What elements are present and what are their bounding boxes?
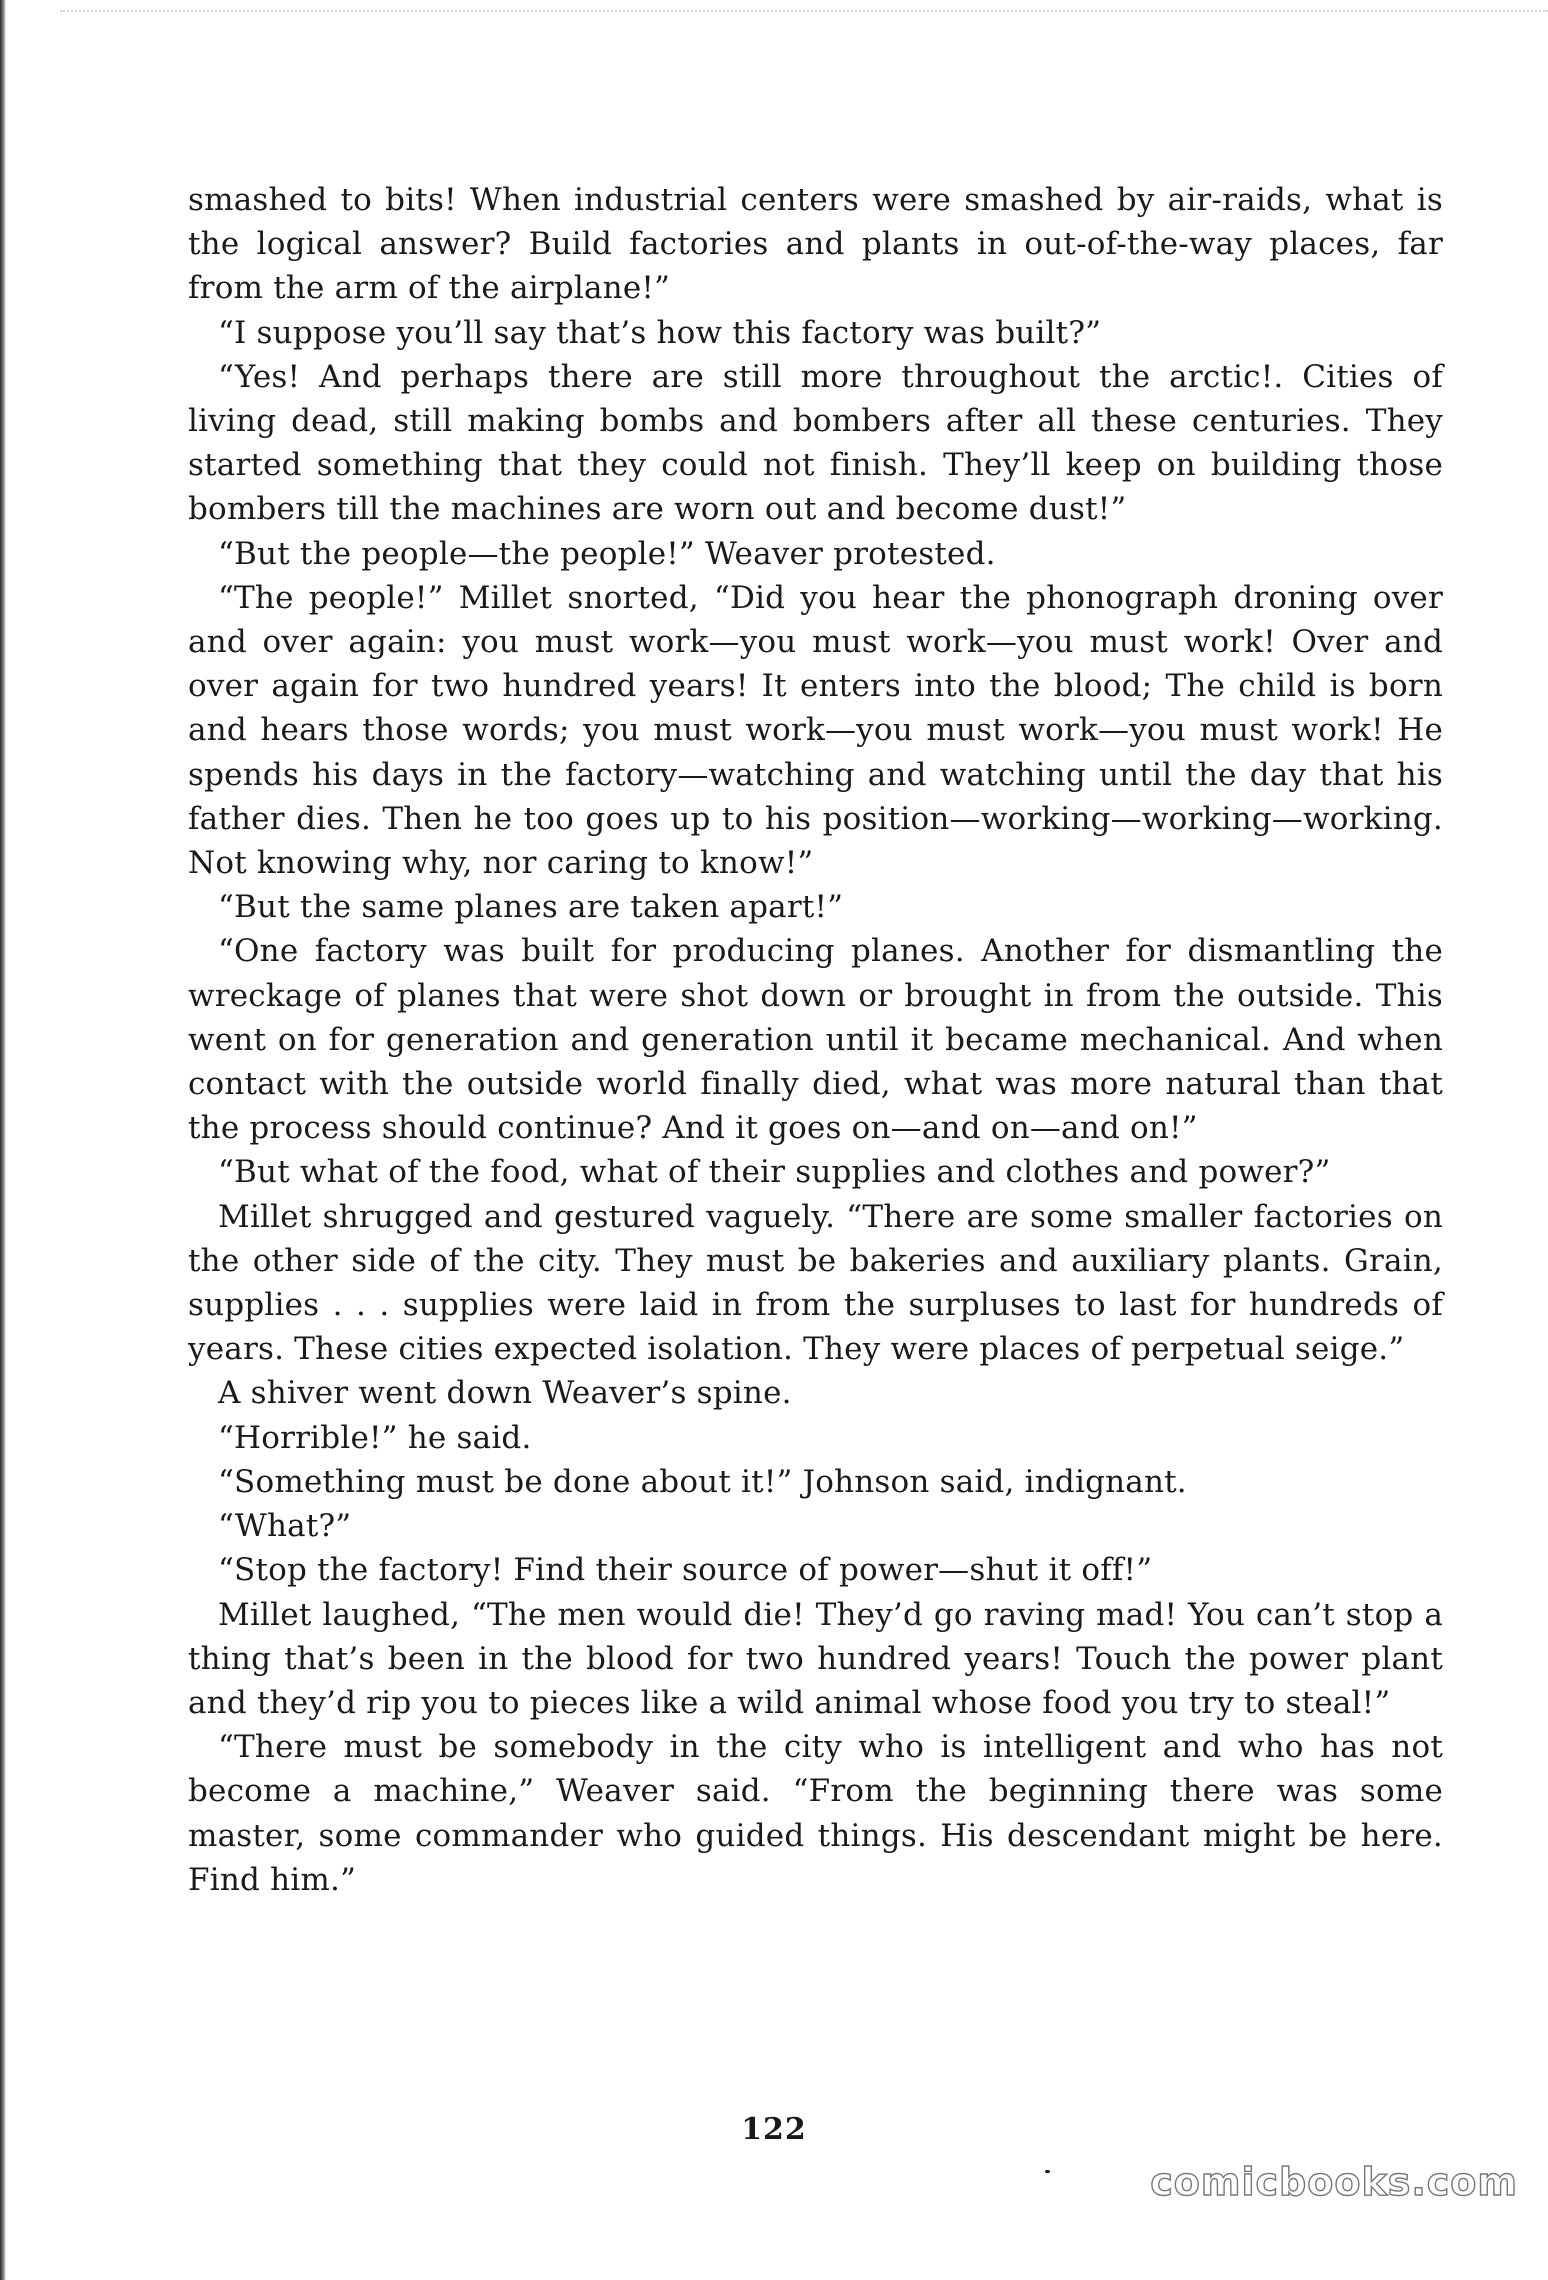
paragraph: “Something must be done about it!” Johnson said, indignant. (218, 1463, 1187, 1500)
page-number: 122 (741, 2112, 807, 2147)
paragraph: “Horrible!” he said. (218, 1419, 532, 1456)
watermark-logo: comicbooks.com (1150, 2160, 1518, 2204)
paragraph: “I suppose you’ll say that’s how this factory was built?” (218, 314, 1102, 351)
paragraph: Millet shrugged and gestured vaguely. “There are some smaller factories on the other side of the city. They must be bakeries and auxiliary plants. Grain, supplies . . . supplies were laid in from the surpluses to last for hundreds of years. These cities expected isolation. They were places of perpetual seige.” (188, 1198, 1443, 1368)
paragraph: “But the people—the people!” Weaver protested. (218, 535, 996, 572)
paragraph: “The people!” Millet snorted, “Did you hear the phonograph droning over and over again: you must work—you must work—you must work! Over and over again for two hundred years! It enters into the blood; The child is born and hears those words; you must work—you must work—you must work! He spends his days in the factory—watching and watching until the day that his father dies. Then he too goes up to his position—working—working—working. Not knowing why, nor caring to know!” (188, 579, 1443, 882)
paragraph-continued: smashed to bits! When industrial centers were smashed by air-raids, what is the logical answer? Build factories and plants in out-of-the-way places, far from the arm of the airplane!” (188, 182, 1443, 307)
paragraph: A shiver went down Weaver’s spine. (218, 1375, 792, 1412)
page-top-edge (60, 10, 1548, 30)
paragraph: Millet laughed, “The men would die! They’d go raving mad! You can’t stop a thing that’s been in the blood for two hundred years! Touch the power plant and they’d rip you to pieces like a wild animal whose food you try to steal!” (188, 1596, 1443, 1721)
paragraph: “There must be somebody in the city who is intelligent and who has not become a machine,” Weaver said. “From the beginning there was some master, some commander who guided things. His descendant might be here. Find him.” (188, 1729, 1443, 1898)
paragraph: “One factory was built for producing planes. Another for dismantling the wreckage of planes that were shot down or brought in from the outside. This went on for generation and generation until it became mechanical. And when contact with the outside world finally died, what was more natural than that the process should continue? And it goes on—and on—and on!” (188, 933, 1443, 1147)
paragraph: “But what of the food, what of their supplies and clothes and power?” (218, 1154, 1331, 1191)
paragraph: “But the same planes are taken apart!” (218, 889, 844, 926)
ink-speck (1045, 2170, 1050, 2173)
page-body (188, 178, 1443, 1902)
page-binding-edge (0, 0, 6, 2280)
paragraph: “Stop the factory! Find their source of power—shut it off!” (218, 1552, 1153, 1589)
paragraph: “What?” (218, 1508, 352, 1545)
paragraph: “Yes! And perhaps there are still more throughout the arctic!. Cities of living dead, still making bombs and bombers after all these centuries. They started something that they could not finish. They’ll keep on building those bombers till the machines are worn out and become dust!” (188, 358, 1443, 528)
